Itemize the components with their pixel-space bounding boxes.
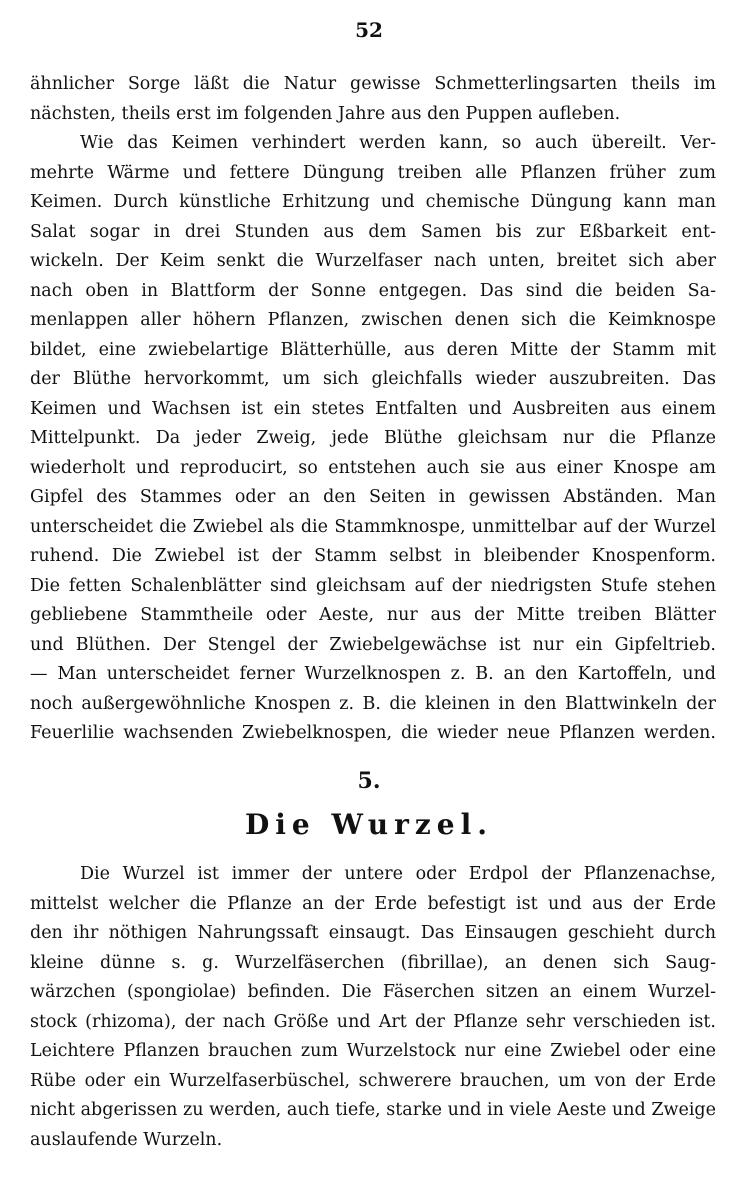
text-line: ähnlicher Sorge läßt die Natur gewisse Schmetterlingsarten theils im bbox=[30, 74, 716, 94]
text-line: Keimen. Durch künstliche Erhitzung und chemische Düngung kann man bbox=[30, 192, 716, 212]
text-line: stock (rhizoma), der nach Größe und Art der Pflanze sehr verschieden ist. bbox=[30, 1011, 716, 1032]
text-line: Wie das Keimen verhindert werden kann, so auch übereilt. Ver- bbox=[80, 133, 716, 153]
text-line: nächsten, theils erst im folgenden Jahre aus den Puppen aufleben. bbox=[30, 103, 621, 124]
text-line: und Blüthen. Der Stengel der Zwiebelgewächse ist nur ein Gipfeltrieb. bbox=[30, 634, 716, 655]
text-line: menlappen aller höhern Pflanzen, zwischen denen sich die Keimknospe bbox=[30, 310, 716, 330]
text-line: nach oben in Blattform der Sonne entgegen. Das sind die beiden Sa- bbox=[30, 280, 716, 301]
text-line: ruhend. Die Zwiebel ist der Stamm selbst in bleibender Knospenform. bbox=[30, 546, 716, 566]
text-line: mehrte Wärme und fettere Düngung treiben alle Pflanzen früher zum bbox=[30, 162, 716, 183]
text-line: wickeln. Der Keim senkt die Wurzelfaser nach unten, breitet sich aber bbox=[30, 251, 716, 271]
text-line: der Blüthe hervorkommt, um sich gleichfalls wieder auszubreiten. Das bbox=[30, 369, 716, 389]
paragraph-1 bbox=[30, 70, 716, 749]
text-line: den ihr nöthigen Nahrungssaft einsaugt. Das Einsaugen geschieht durch bbox=[30, 923, 716, 943]
text-line: Keimen und Wachsen ist ein stetes Entfalten und Ausbreiten aus einem bbox=[30, 398, 716, 419]
text-line: Mittelpunkt. Da jeder Zweig, jede Blüthe gleichsam nur die Pflanze bbox=[30, 428, 716, 448]
text-line: Feuerlilie wachsenden Zwiebelknospen, die wieder neue Pflanzen werden. bbox=[30, 723, 716, 743]
text-line: auslaufende Wurzeln. bbox=[30, 1129, 223, 1150]
text-line: Leichtere Pflanzen brauchen zum Wurzelstock nur eine Zwiebel oder eine bbox=[30, 1041, 716, 1061]
section-number: 5. bbox=[357, 768, 381, 794]
text-line: Salat sogar in drei Stunden aus dem Samen bis zur Eßbarkeit ent- bbox=[30, 221, 716, 242]
text-line: Die fetten Schalenblätter sind gleichsam auf der niedrigsten Stufe stehen bbox=[30, 575, 716, 596]
text-line: gebliebene Stammtheile oder Aeste, nur aus der Mitte treiben Blätter bbox=[30, 605, 716, 625]
text-line: Rübe oder ein Wurzelfaserbüschel, schwerere brauchen, um von der Erde bbox=[30, 1070, 716, 1091]
text-line: Gipfel des Stammes oder an den Seiten in gewissen Abständen. Man bbox=[30, 487, 716, 507]
paragraph-2 bbox=[30, 860, 716, 1155]
text-line: Die Wurzel ist immer der untere oder Erdpol der Pflanzenachse, bbox=[80, 864, 716, 884]
text-line: unterscheidet die Zwiebel als die Stammknospe, unmittelbar auf der Wurzel bbox=[30, 516, 716, 537]
text-line: — Man unterscheidet ferner Wurzelknospen z. B. an den Kartoffeln, und bbox=[30, 664, 716, 684]
text-line: wiederholt und reproducirt, so entstehen auch sie aus einer Knospe am bbox=[30, 457, 716, 478]
text-line: bildet, eine zwiebelartige Blätterhülle, aus deren Mitte der Stamm mit bbox=[30, 339, 716, 360]
text-line: nicht abgerissen zu werden, auch tiefe, starke und in viele Aeste und Zweige bbox=[30, 1100, 716, 1120]
text-line: mittelst welcher die Pflanze an der Erde befestigt ist und aus der Erde bbox=[30, 893, 716, 914]
text-line: wärzchen (spongiolae) befinden. Die Fäserchen sitzen an einem Wurzel- bbox=[30, 982, 716, 1002]
text-line: noch außergewöhnliche Knospen z. B. die kleinen in den Blattwinkeln der bbox=[30, 693, 716, 714]
section-title: Die Wurzel. bbox=[245, 808, 493, 841]
page-number: 52 bbox=[355, 18, 383, 42]
text-line: kleine dünne s. g. Wurzelfäserchen (fibrillae), an denen sich Saug- bbox=[30, 952, 716, 973]
